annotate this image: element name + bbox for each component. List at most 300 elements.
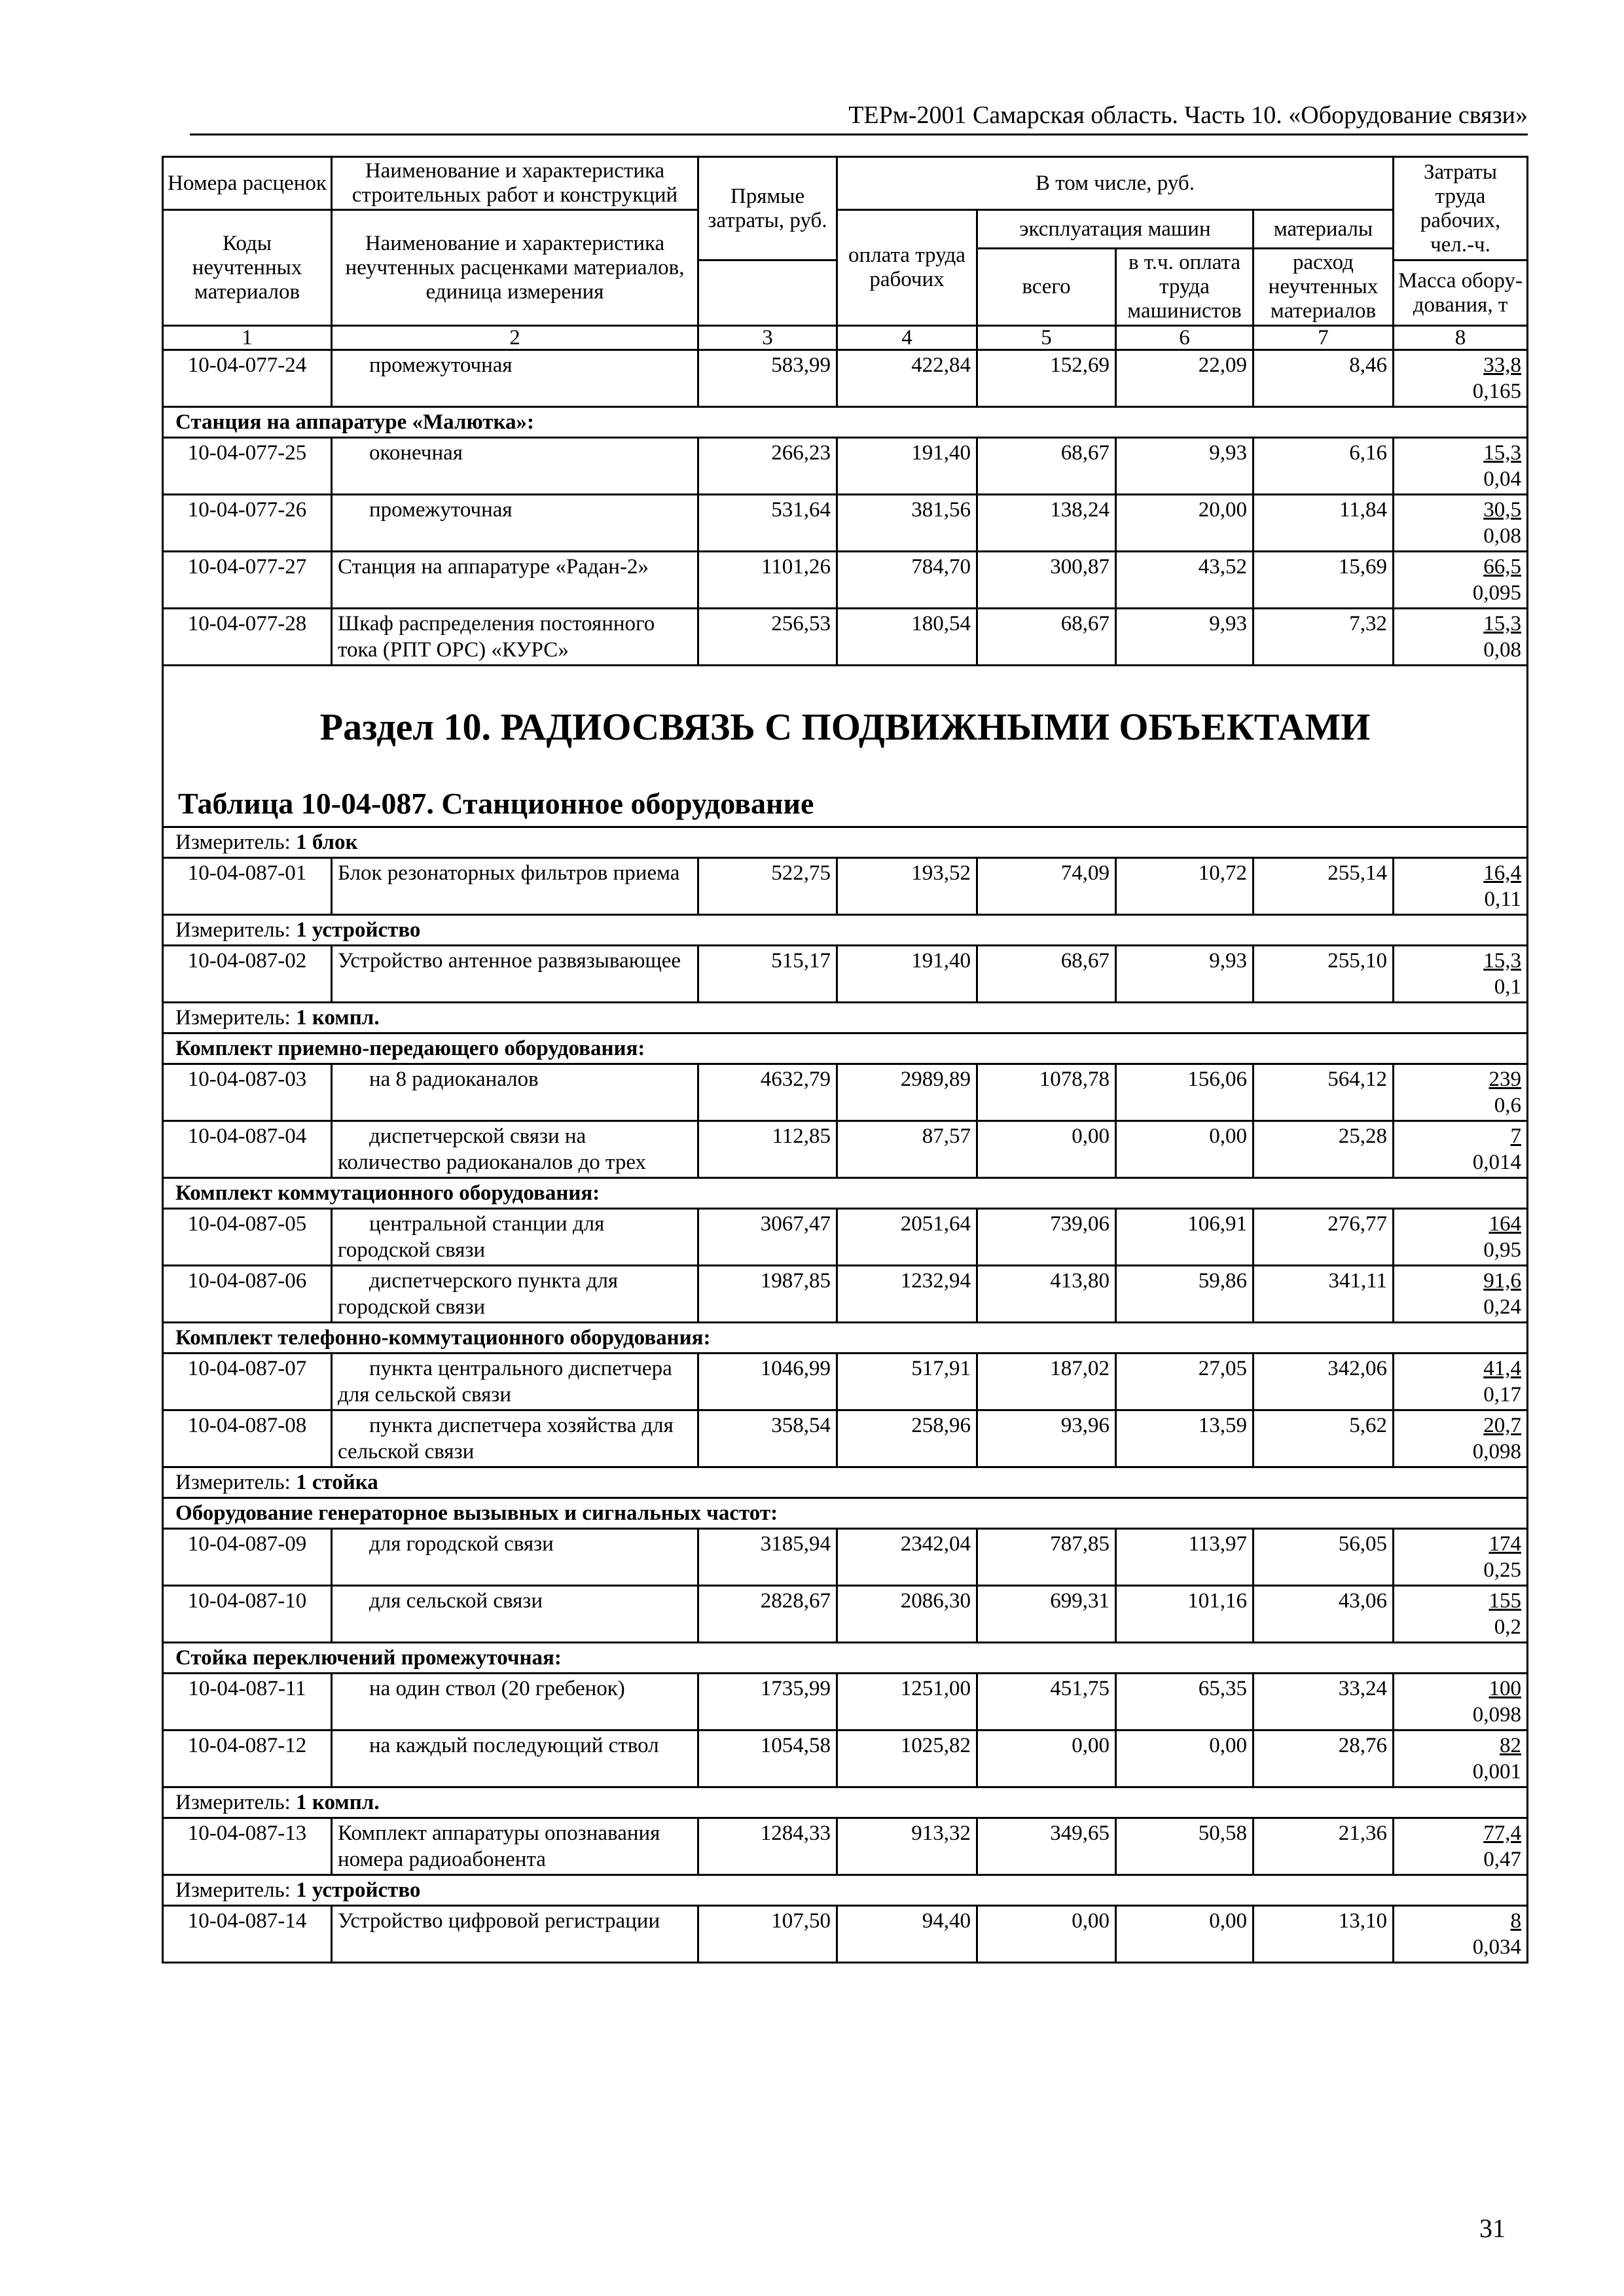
table-row xyxy=(163,1064,1528,1121)
direct-cost-text: 1101,26 xyxy=(761,555,831,579)
rate-code xyxy=(163,495,332,552)
labor-and-mass xyxy=(1394,1266,1528,1323)
rate-code xyxy=(163,1209,332,1266)
machine-cost-total-text: 187,02 xyxy=(1050,1357,1110,1380)
norms-table xyxy=(162,156,1528,1964)
column-number: 7 xyxy=(1254,326,1394,350)
group-heading: Станция на аппаратуре «Малютка»: xyxy=(163,407,1528,438)
table-row xyxy=(163,609,1528,666)
labor-hours: 8 xyxy=(1510,1909,1522,1933)
direct-cost xyxy=(698,1064,837,1121)
direct-cost-text: 515,17 xyxy=(771,949,831,973)
direct-cost xyxy=(698,1674,837,1731)
rate-code-text: 10-04-077-28 xyxy=(187,612,307,636)
direct-cost xyxy=(698,609,837,666)
machine-cost-total xyxy=(977,1121,1116,1178)
machine-operators-pay xyxy=(1116,1906,1254,1963)
labor-pay-text: 913,32 xyxy=(911,1821,971,1845)
labor-pay xyxy=(837,1354,977,1410)
meter-label: Измеритель: xyxy=(175,1006,291,1030)
equipment-mass: 0,95 xyxy=(1483,1238,1522,1262)
rate-code xyxy=(163,1818,332,1875)
materials-cost-text: 255,14 xyxy=(1327,861,1388,885)
machine-cost-total-text: 413,80 xyxy=(1050,1269,1110,1293)
meter-unit: 1 компл. xyxy=(296,1791,380,1814)
machine-operators-pay xyxy=(1116,1266,1254,1323)
materials-cost xyxy=(1254,495,1394,552)
work-name xyxy=(332,1674,698,1731)
machine-operators-pay-text: 156,06 xyxy=(1187,1067,1247,1091)
equipment-mass: 0,11 xyxy=(1484,888,1522,911)
meter-row xyxy=(163,1875,1528,1906)
machine-operators-pay xyxy=(1116,1529,1254,1586)
table-row xyxy=(163,858,1528,915)
table-row xyxy=(163,1266,1528,1323)
labor-pay xyxy=(837,552,977,609)
equipment-mass: 0,098 xyxy=(1472,1440,1522,1463)
labor-pay-text: 381,56 xyxy=(911,498,971,522)
labor-pay-text: 1025,82 xyxy=(900,1734,971,1757)
equipment-mass: 0,47 xyxy=(1483,1848,1522,1871)
equipment-mass: 0,001 xyxy=(1472,1760,1522,1784)
labor-hours: 20,7 xyxy=(1483,1414,1522,1437)
meter-label: Измеритель: xyxy=(175,1791,291,1814)
machine-cost-total-text: 0,00 xyxy=(1072,1124,1110,1148)
table-row xyxy=(163,1354,1528,1410)
machine-operators-pay-text: 0,00 xyxy=(1209,1734,1247,1757)
table-title: Таблица 10-04-087. Станционное оборудование xyxy=(178,787,814,820)
machine-operators-pay-text: 9,93 xyxy=(1209,949,1247,973)
machine-cost-total xyxy=(977,1586,1116,1643)
rate-code-text: 10-04-087-05 xyxy=(187,1212,307,1236)
group-heading: Оборудование генераторное вызывных и сигнальных частот: xyxy=(163,1498,1528,1529)
machine-cost-total-text: 68,67 xyxy=(1060,612,1110,636)
machine-operators-pay-text: 22,09 xyxy=(1198,353,1247,377)
rate-code xyxy=(163,1064,332,1121)
rate-code xyxy=(163,1354,332,1410)
direct-cost-text: 358,54 xyxy=(771,1414,831,1437)
table-row xyxy=(163,1674,1528,1731)
labor-and-mass xyxy=(1394,1064,1528,1121)
labor-pay xyxy=(837,609,977,666)
work-name-text: оконечная xyxy=(369,441,463,465)
meter-unit: 1 стойка xyxy=(296,1471,378,1494)
meter-row xyxy=(163,827,1528,858)
labor-pay xyxy=(837,1121,977,1178)
meter-row xyxy=(163,1467,1528,1498)
materials-cost-text: 25,28 xyxy=(1338,1124,1388,1148)
direct-cost-text: 3067,47 xyxy=(760,1212,831,1236)
rate-code xyxy=(163,1121,332,1178)
labor-and-mass xyxy=(1394,858,1528,915)
work-name-text: Комплект аппаратуры опознавания номера радиоабонента xyxy=(338,1821,660,1871)
direct-cost xyxy=(698,858,837,915)
machine-cost-total-text: 451,75 xyxy=(1050,1677,1110,1700)
rate-code xyxy=(163,1586,332,1643)
materials-cost xyxy=(1254,1354,1394,1410)
machine-operators-pay-text: 65,35 xyxy=(1198,1677,1247,1700)
rate-code xyxy=(163,1731,332,1787)
table-row xyxy=(163,946,1528,1003)
work-name xyxy=(332,1354,698,1410)
meter-unit: 1 устройство xyxy=(296,1878,421,1902)
machine-operators-pay xyxy=(1116,1731,1254,1787)
equipment-mass: 0,24 xyxy=(1483,1295,1522,1319)
direct-cost-text: 4632,79 xyxy=(760,1067,831,1091)
column-number: 8 xyxy=(1394,326,1528,350)
group-heading-row xyxy=(163,1033,1528,1064)
col-5-header: всего xyxy=(977,249,1116,326)
meter-unit: 1 компл. xyxy=(296,1006,380,1030)
col-2-top: Наименование и характеристика строительных работ и конструкций xyxy=(332,157,698,210)
work-name xyxy=(332,438,698,495)
direct-cost xyxy=(698,1266,837,1323)
machine-operators-pay-text: 0,00 xyxy=(1209,1909,1247,1933)
col-2-bottom: Наименование и характеристика неучтенных расценками материалов, единица измерения xyxy=(332,210,698,326)
labor-hours: 30,5 xyxy=(1483,498,1522,522)
machine-operators-pay xyxy=(1116,946,1254,1003)
work-name-text: Станция на аппаратуре «Радан-2» xyxy=(338,555,649,579)
meter-label: Измеритель: xyxy=(175,918,291,942)
labor-pay-text: 422,84 xyxy=(911,353,971,377)
machine-operators-pay xyxy=(1116,1586,1254,1643)
group-heading: Комплект коммутационного оборудования: xyxy=(163,1178,1528,1209)
direct-cost xyxy=(698,1731,837,1787)
labor-hours: 164 xyxy=(1489,1212,1522,1236)
machine-operators-pay xyxy=(1116,495,1254,552)
materials-cost-text: 6,16 xyxy=(1349,441,1388,465)
work-name xyxy=(332,1064,698,1121)
labor-hours: 41,4 xyxy=(1483,1357,1522,1380)
labor-pay xyxy=(837,1064,977,1121)
direct-cost xyxy=(698,946,837,1003)
work-name xyxy=(332,1906,698,1963)
machine-operators-pay xyxy=(1116,1818,1254,1875)
direct-cost-text: 522,75 xyxy=(771,861,831,885)
meter-unit: 1 устройство xyxy=(296,918,421,942)
machine-cost-total xyxy=(977,350,1116,407)
work-name-text: пункта диспетчера хозяйства для сельской связи xyxy=(338,1414,674,1463)
machine-cost-total-text: 699,31 xyxy=(1050,1589,1110,1613)
norms-table-frame xyxy=(162,156,1526,1964)
labor-pay xyxy=(837,1674,977,1731)
labor-and-mass xyxy=(1394,1209,1528,1266)
machine-cost-total xyxy=(977,1209,1116,1266)
labor-pay-text: 87,57 xyxy=(922,1124,971,1148)
materials-cost xyxy=(1254,946,1394,1003)
labor-pay-text: 180,54 xyxy=(911,612,971,636)
work-name-text: промежуточная xyxy=(369,353,513,377)
machine-cost-total xyxy=(977,1529,1116,1586)
table-row xyxy=(163,552,1528,609)
labor-pay xyxy=(837,438,977,495)
labor-pay-text: 1251,00 xyxy=(900,1677,971,1700)
machines-header: эксплуатация машин xyxy=(977,210,1254,249)
work-name xyxy=(332,495,698,552)
direct-cost-text: 2828,67 xyxy=(760,1589,831,1613)
work-name xyxy=(332,552,698,609)
labor-pay xyxy=(837,1731,977,1787)
materials-cost xyxy=(1254,1266,1394,1323)
direct-cost-text: 107,50 xyxy=(771,1909,831,1933)
group-heading-row xyxy=(163,1323,1528,1354)
section-row xyxy=(163,666,1528,827)
col-6-header: в т.ч. оплата труда машинистов xyxy=(1116,249,1254,326)
labor-hours: 66,5 xyxy=(1483,555,1522,579)
machine-operators-pay-text: 9,93 xyxy=(1209,612,1247,636)
work-name xyxy=(332,609,698,666)
direct-cost xyxy=(698,1586,837,1643)
machine-operators-pay xyxy=(1116,552,1254,609)
group-heading: Комплект приемно-передающего оборудования: xyxy=(163,1033,1528,1064)
machine-cost-total xyxy=(977,1064,1116,1121)
col-3-header: Прямые затраты, руб. xyxy=(698,157,837,260)
work-name-text: пункта центрального диспетчера для сельской связи xyxy=(338,1357,672,1407)
machine-cost-total xyxy=(977,1674,1116,1731)
work-name-text: диспетчерской связи на количество радиоканалов до трех xyxy=(338,1124,647,1174)
column-numbers-row xyxy=(163,326,1528,350)
direct-cost-text: 1987,85 xyxy=(760,1269,831,1293)
table-header xyxy=(163,157,1528,350)
meter-label: Измеритель: xyxy=(175,1878,291,1902)
rate-code-text: 10-04-087-02 xyxy=(187,949,307,973)
column-number: 5 xyxy=(977,326,1116,350)
materials-header: материалы xyxy=(1254,210,1394,249)
machine-cost-total-text: 68,67 xyxy=(1060,949,1110,973)
materials-cost xyxy=(1254,1064,1394,1121)
materials-cost-text: 28,76 xyxy=(1338,1734,1388,1757)
labor-and-mass xyxy=(1394,1731,1528,1787)
materials-cost xyxy=(1254,1818,1394,1875)
materials-cost-text: 564,12 xyxy=(1327,1067,1388,1091)
meter-row xyxy=(163,1003,1528,1033)
rate-code-text: 10-04-087-01 xyxy=(187,861,307,885)
machine-cost-total-text: 0,00 xyxy=(1072,1734,1110,1757)
machine-cost-total-text: 74,09 xyxy=(1060,861,1110,885)
work-name-text: для городской связи xyxy=(369,1532,554,1556)
work-name xyxy=(332,946,698,1003)
materials-cost xyxy=(1254,1674,1394,1731)
machine-cost-total-text: 349,65 xyxy=(1050,1821,1110,1845)
machine-cost-total-text: 1078,78 xyxy=(1039,1067,1110,1091)
col-1-top: Номера расценок xyxy=(163,157,332,210)
labor-pay-text: 2051,64 xyxy=(900,1212,971,1236)
rate-code xyxy=(163,1266,332,1323)
machine-cost-total-text: 93,96 xyxy=(1060,1414,1110,1437)
machine-operators-pay-text: 43,52 xyxy=(1198,555,1247,579)
rate-code-text: 10-04-087-13 xyxy=(187,1821,307,1845)
labor-and-mass xyxy=(1394,1818,1528,1875)
machine-cost-total xyxy=(977,609,1116,666)
direct-cost xyxy=(698,1354,837,1410)
direct-cost-text: 1735,99 xyxy=(760,1677,831,1700)
section-title: Раздел 10. РАДИОСВЯЗЬ С ПОДВИЖНЫМИ ОБЪЕКТАМИ xyxy=(319,706,1371,748)
materials-cost-text: 276,77 xyxy=(1327,1212,1388,1236)
machine-operators-pay xyxy=(1116,1209,1254,1266)
materials-cost xyxy=(1254,1121,1394,1178)
table-row xyxy=(163,1906,1528,1963)
work-name-text: Шкаф распределения постоянного тока (РПТ ОРС) «КУРС» xyxy=(338,612,655,662)
materials-cost xyxy=(1254,1209,1394,1266)
direct-cost xyxy=(698,552,837,609)
labor-pay-text: 191,40 xyxy=(911,441,971,465)
work-name xyxy=(332,1818,698,1875)
direct-cost xyxy=(698,350,837,407)
work-name-text: Устройство цифровой регистрации xyxy=(338,1909,660,1933)
labor-and-mass xyxy=(1394,1354,1528,1410)
work-name xyxy=(332,1121,698,1178)
table-row xyxy=(163,438,1528,495)
labor-hours: 33,8 xyxy=(1483,353,1522,377)
labor-pay-text: 2086,30 xyxy=(900,1589,971,1613)
direct-cost xyxy=(698,1209,837,1266)
labor-pay-text: 1232,94 xyxy=(900,1269,971,1293)
equipment-mass: 0,6 xyxy=(1494,1094,1522,1117)
labor-and-mass xyxy=(1394,1121,1528,1178)
labor-pay-text: 784,70 xyxy=(911,555,971,579)
work-name-text: диспетчерского пункта для городской связи xyxy=(338,1269,619,1319)
materials-cost xyxy=(1254,1731,1394,1787)
machine-cost-total-text: 739,06 xyxy=(1050,1212,1110,1236)
rate-code-text: 10-04-087-12 xyxy=(187,1734,307,1757)
labor-pay xyxy=(837,1266,977,1323)
labor-pay-text: 193,52 xyxy=(911,861,971,885)
group-heading-row xyxy=(163,1498,1528,1529)
table-row xyxy=(163,1529,1528,1586)
equipment-mass: 0,25 xyxy=(1483,1558,1522,1582)
col-3-header-cont xyxy=(698,260,837,326)
materials-cost xyxy=(1254,609,1394,666)
labor-pay xyxy=(837,495,977,552)
machine-cost-total-text: 138,24 xyxy=(1050,498,1110,522)
labor-hours: 15,3 xyxy=(1483,441,1522,465)
machine-cost-total xyxy=(977,438,1116,495)
machine-cost-total-text: 0,00 xyxy=(1072,1909,1110,1933)
labor-and-mass xyxy=(1394,1410,1528,1467)
labor-and-mass xyxy=(1394,1586,1528,1643)
group-heading-row xyxy=(163,407,1528,438)
direct-cost xyxy=(698,1906,837,1963)
incl-header: В том числе, руб. xyxy=(837,157,1394,210)
rate-code xyxy=(163,858,332,915)
machine-cost-total xyxy=(977,1731,1116,1787)
materials-cost-text: 255,10 xyxy=(1327,949,1388,973)
rate-code-text: 10-04-087-04 xyxy=(187,1124,307,1148)
rate-code xyxy=(163,1674,332,1731)
column-number: 1 xyxy=(163,326,332,350)
materials-cost-text: 341,11 xyxy=(1328,1269,1388,1293)
materials-cost xyxy=(1254,438,1394,495)
table-row xyxy=(163,1209,1528,1266)
direct-cost-text: 3185,94 xyxy=(760,1532,831,1556)
machine-operators-pay xyxy=(1116,1410,1254,1467)
table-row xyxy=(163,1818,1528,1875)
labor-pay-text: 2342,04 xyxy=(900,1532,971,1556)
rate-code xyxy=(163,1906,332,1963)
rate-code-text: 10-04-087-10 xyxy=(187,1589,307,1613)
work-name xyxy=(332,1410,698,1467)
materials-cost xyxy=(1254,1529,1394,1586)
table-row xyxy=(163,1731,1528,1787)
page-number: 31 xyxy=(1479,2214,1506,2243)
machine-operators-pay-text: 13,59 xyxy=(1198,1414,1247,1437)
equipment-mass: 0,08 xyxy=(1483,638,1522,662)
rate-code xyxy=(163,1410,332,1467)
equipment-mass: 0,08 xyxy=(1483,524,1522,548)
machine-cost-total xyxy=(977,1354,1116,1410)
rate-code xyxy=(163,552,332,609)
materials-cost-text: 11,84 xyxy=(1339,498,1388,522)
machine-cost-total-text: 300,87 xyxy=(1050,555,1110,579)
table-row xyxy=(163,1410,1528,1467)
group-heading: Стойка переключений промежуточная: xyxy=(163,1643,1528,1674)
labor-and-mass xyxy=(1394,1906,1528,1963)
machine-cost-total xyxy=(977,552,1116,609)
labor-hours: 15,3 xyxy=(1483,949,1522,973)
machine-cost-total xyxy=(977,858,1116,915)
machine-operators-pay xyxy=(1116,1064,1254,1121)
equipment-mass: 0,034 xyxy=(1472,1935,1522,1959)
machine-operators-pay xyxy=(1116,350,1254,407)
labor-hours: 155 xyxy=(1489,1589,1522,1613)
rate-code-text: 10-04-087-07 xyxy=(187,1357,307,1380)
work-name xyxy=(332,1529,698,1586)
work-name xyxy=(332,1586,698,1643)
direct-cost-text: 1054,58 xyxy=(760,1734,831,1757)
work-name-text: центральной станции для городской связи xyxy=(338,1212,605,1262)
materials-cost xyxy=(1254,1410,1394,1467)
machine-cost-total xyxy=(977,946,1116,1003)
machine-operators-pay-text: 9,93 xyxy=(1209,441,1247,465)
meter-unit: 1 блок xyxy=(296,831,358,854)
rate-code-text: 10-04-087-14 xyxy=(187,1909,307,1933)
labor-pay xyxy=(837,1529,977,1586)
direct-cost-text: 583,99 xyxy=(771,353,831,377)
materials-cost-text: 13,10 xyxy=(1338,1909,1388,1933)
labor-and-mass xyxy=(1394,350,1528,407)
work-name xyxy=(332,1266,698,1323)
labor-pay-text: 2989,89 xyxy=(900,1067,971,1091)
meter-label: Измеритель: xyxy=(175,1471,291,1494)
equipment-mass: 0,165 xyxy=(1472,380,1522,403)
machine-operators-pay-text: 10,72 xyxy=(1198,861,1247,885)
machine-operators-pay xyxy=(1116,609,1254,666)
labor-hours: 239 xyxy=(1489,1067,1522,1091)
machine-operators-pay-text: 101,16 xyxy=(1187,1589,1247,1613)
meter-label: Измеритель: xyxy=(175,831,291,854)
machine-operators-pay-text: 20,00 xyxy=(1198,498,1247,522)
machine-cost-total-text: 68,67 xyxy=(1060,441,1110,465)
materials-cost-text: 8,46 xyxy=(1349,353,1388,377)
col-4-header: оплата труда рабочих xyxy=(837,210,977,326)
equipment-mass: 0,17 xyxy=(1483,1383,1522,1407)
rate-code xyxy=(163,350,332,407)
group-heading: Комплект телефонно-коммутационного оборудования: xyxy=(163,1323,1528,1354)
materials-cost-text: 342,06 xyxy=(1327,1357,1388,1380)
rate-code xyxy=(163,438,332,495)
rate-code-text: 10-04-077-24 xyxy=(187,353,307,377)
equipment-mass: 0,04 xyxy=(1483,467,1522,491)
machine-cost-total xyxy=(977,495,1116,552)
machine-operators-pay-text: 50,58 xyxy=(1198,1821,1247,1845)
labor-hours: 15,3 xyxy=(1483,612,1522,636)
labor-and-mass xyxy=(1394,1529,1528,1586)
materials-cost xyxy=(1254,350,1394,407)
materials-cost xyxy=(1254,1586,1394,1643)
table-row xyxy=(163,1586,1528,1643)
equipment-mass: 0,2 xyxy=(1494,1615,1522,1639)
machine-cost-total-text: 787,85 xyxy=(1050,1532,1110,1556)
